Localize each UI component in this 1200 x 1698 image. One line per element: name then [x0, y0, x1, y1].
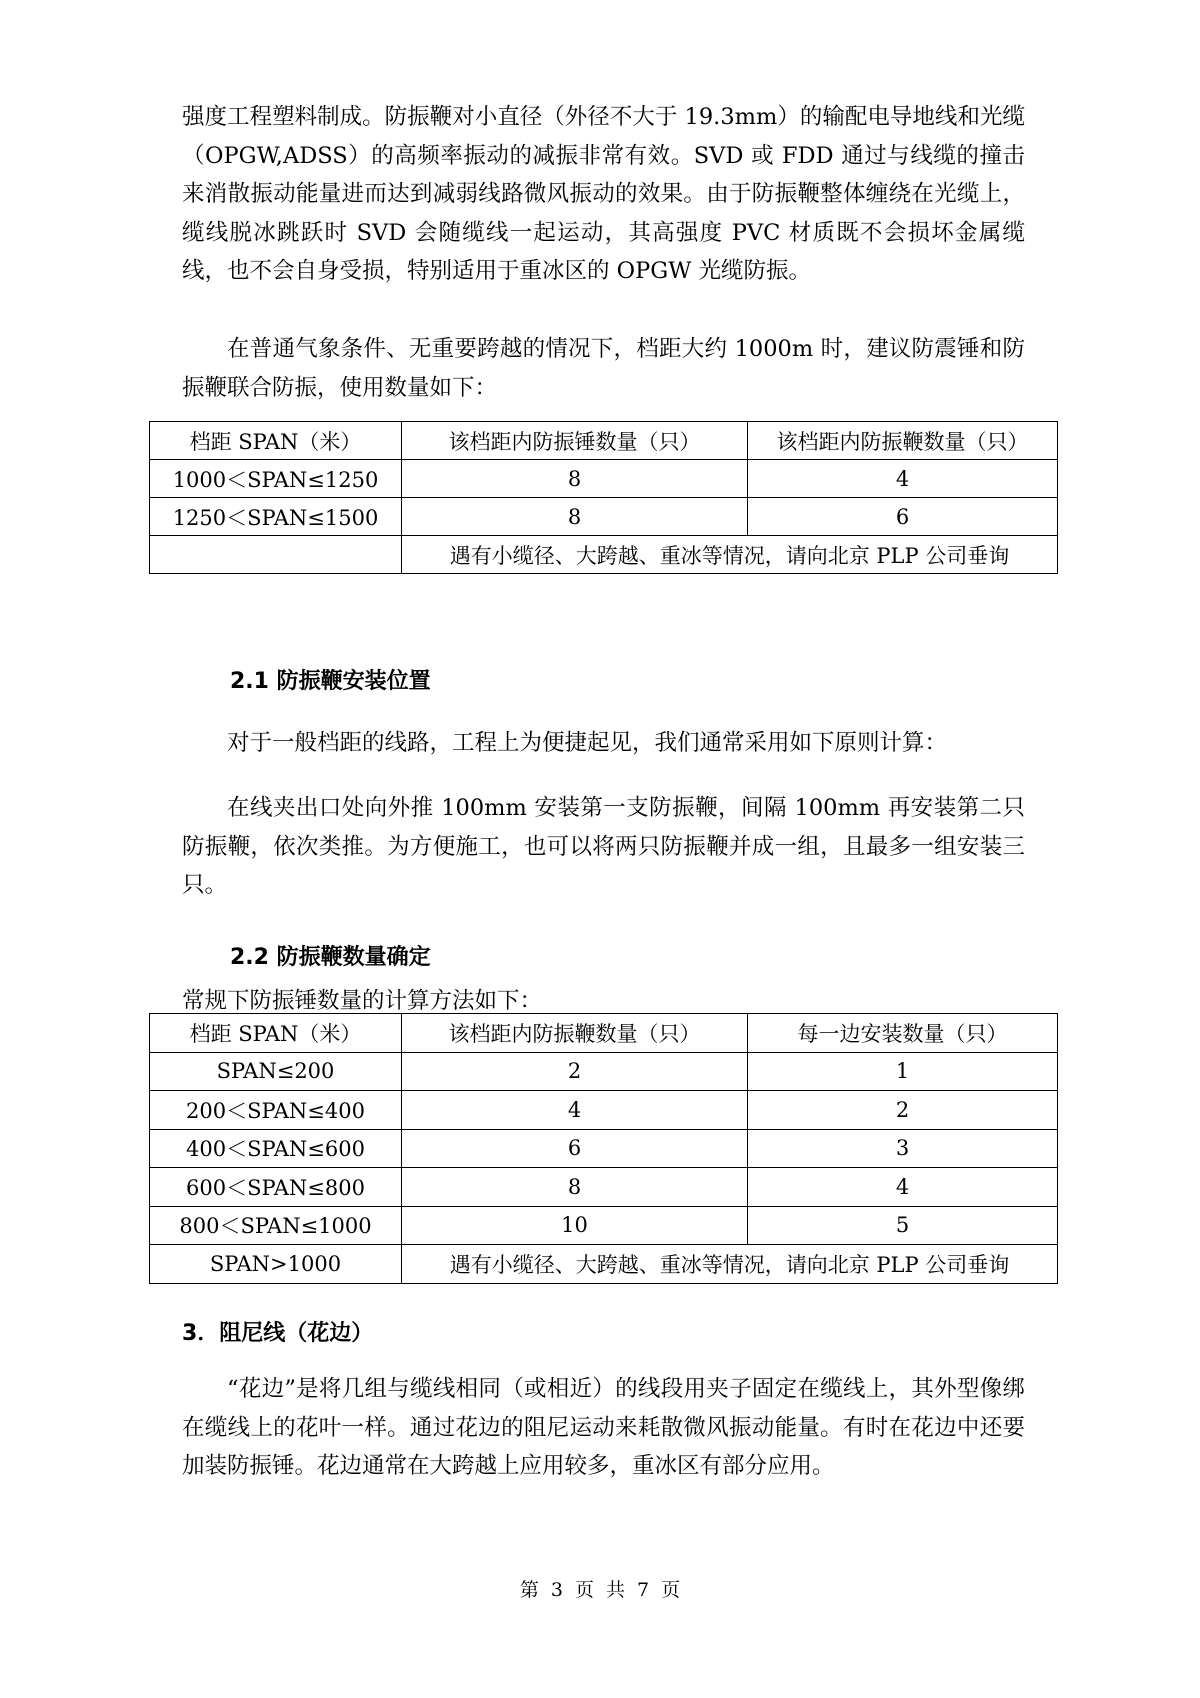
table-row — [150, 1052, 1058, 1091]
table-cell: 4 — [748, 1168, 1058, 1207]
table-header-row — [150, 1014, 1058, 1053]
page-number-footer: 第 3 页 共 7 页 — [519, 1579, 681, 1601]
table-cell: 200＜SPAN≤400 — [150, 1091, 402, 1130]
table-row — [150, 1206, 1058, 1245]
table-cell: 5 — [748, 1206, 1058, 1245]
table-cell: 10 — [402, 1206, 748, 1245]
section-3-paragraph: “花边”是将几组与缆线相同（或相近）的线段用夹子固定在缆线上，其外型像绑在缆线上的花叶一样。通过花边的阻尼运动来耗散微风振动能量。有时在花边中还要加装防振锤。花边通常在大跨越上应用较多，重冰区有部分应用。 — [182, 1376, 1025, 1479]
table-cell: 1000＜SPAN≤1250 — [150, 460, 402, 498]
table-cell: 2 — [748, 1091, 1058, 1130]
table-cell: 1250＜SPAN≤1500 — [150, 498, 402, 536]
table-cell: 6 — [748, 498, 1058, 536]
table-row — [150, 498, 1058, 536]
table-header-cell: 该档距内防振鞭数量（只） — [748, 422, 1058, 460]
table-cell: 600＜SPAN≤800 — [150, 1168, 402, 1207]
table-row — [150, 1129, 1058, 1168]
section-2-1-paragraph-2: 在线夹出口处向外推 100mm 安装第一支防振鞭，间隔 100mm 再安装第二只防振鞭，依次类推。为方便施工，也可以将两只防振鞭并成一组，且最多一组安装三只。 — [182, 795, 1025, 898]
table-row — [150, 1168, 1058, 1207]
table-header-cell: 档距 SPAN（米） — [150, 1014, 402, 1053]
table-cell: 1 — [748, 1052, 1058, 1091]
table-cell: SPAN≤200 — [150, 1052, 402, 1091]
table-cell: 2 — [402, 1052, 748, 1091]
table-cell: 6 — [402, 1129, 748, 1168]
intro-paragraph-2: 在普通气象条件、无重要跨越的情况下，档距大约 1000m 时，建议防震锤和防振鞭联合防振，使用数量如下： — [182, 336, 1025, 401]
table-cell: 3 — [748, 1129, 1058, 1168]
table-row — [150, 1091, 1058, 1130]
section-3-heading: 3．阻尼线（花边） — [182, 1321, 374, 1346]
table-cell: 8 — [402, 498, 748, 536]
table-cell: SPAN>1000 — [150, 1245, 402, 1284]
table-caption: 常规下防振锤数量的计算方法如下： — [182, 988, 543, 1014]
table-cell: 400＜SPAN≤600 — [150, 1129, 402, 1168]
table-note-row — [150, 536, 1058, 574]
table-note-cell: 遇有小缆径、大跨越、重冰等情况，请向北京 PLP 公司垂询 — [402, 1245, 1058, 1284]
table-header-cell: 档距 SPAN（米） — [150, 422, 402, 460]
table-header-cell: 该档距内防振锤数量（只） — [402, 422, 748, 460]
intro-paragraph-1: 强度工程塑料制成。防振鞭对小直径（外径不大于 19.3mm）的输配电导地线和光缆（OPGW,ADSS）的高频率振动的减振非常有效。SVD 或 FDD 通过与线缆的撞击来消散振动能量进而达到减弱线路微风振动的效果。由于防振鞭整体缠绕在光缆上，缆线脱冰跳跃时 SVD 会随缆线一起运动，其高强度 PVC 材质既不会损坏金属缆线，也不会自身受损，特别适用于重冰区的 OPGW 光缆防振。 — [182, 104, 1025, 284]
section-2-2-heading: 2.2 防振鞭数量确定 — [230, 945, 431, 970]
table-header-cell: 每一边安装数量（只） — [748, 1014, 1058, 1053]
table-empty-cell — [150, 536, 402, 574]
table-cell: 8 — [402, 460, 748, 498]
table-note-row — [150, 1245, 1058, 1284]
table-header-cell: 该档距内防振鞭数量（只） — [402, 1014, 748, 1053]
table-cell: 4 — [402, 1091, 748, 1130]
table-whip-count — [149, 1013, 1058, 1284]
table-row — [150, 460, 1058, 498]
table-header-row — [150, 422, 1058, 460]
section-2-1-heading: 2.1 防振鞭安装位置 — [230, 669, 431, 694]
table-note-cell: 遇有小缆径、大跨越、重冰等情况，请向北京 PLP 公司垂询 — [402, 536, 1058, 574]
section-2-1-paragraph-1: 对于一般档距的线路，工程上为便捷起见，我们通常采用如下原则计算： — [227, 730, 948, 756]
table-cell: 4 — [748, 460, 1058, 498]
table-cell: 8 — [402, 1168, 748, 1207]
table-cell: 800＜SPAN≤1000 — [150, 1206, 402, 1245]
table-vibration-damper-span — [149, 421, 1058, 574]
